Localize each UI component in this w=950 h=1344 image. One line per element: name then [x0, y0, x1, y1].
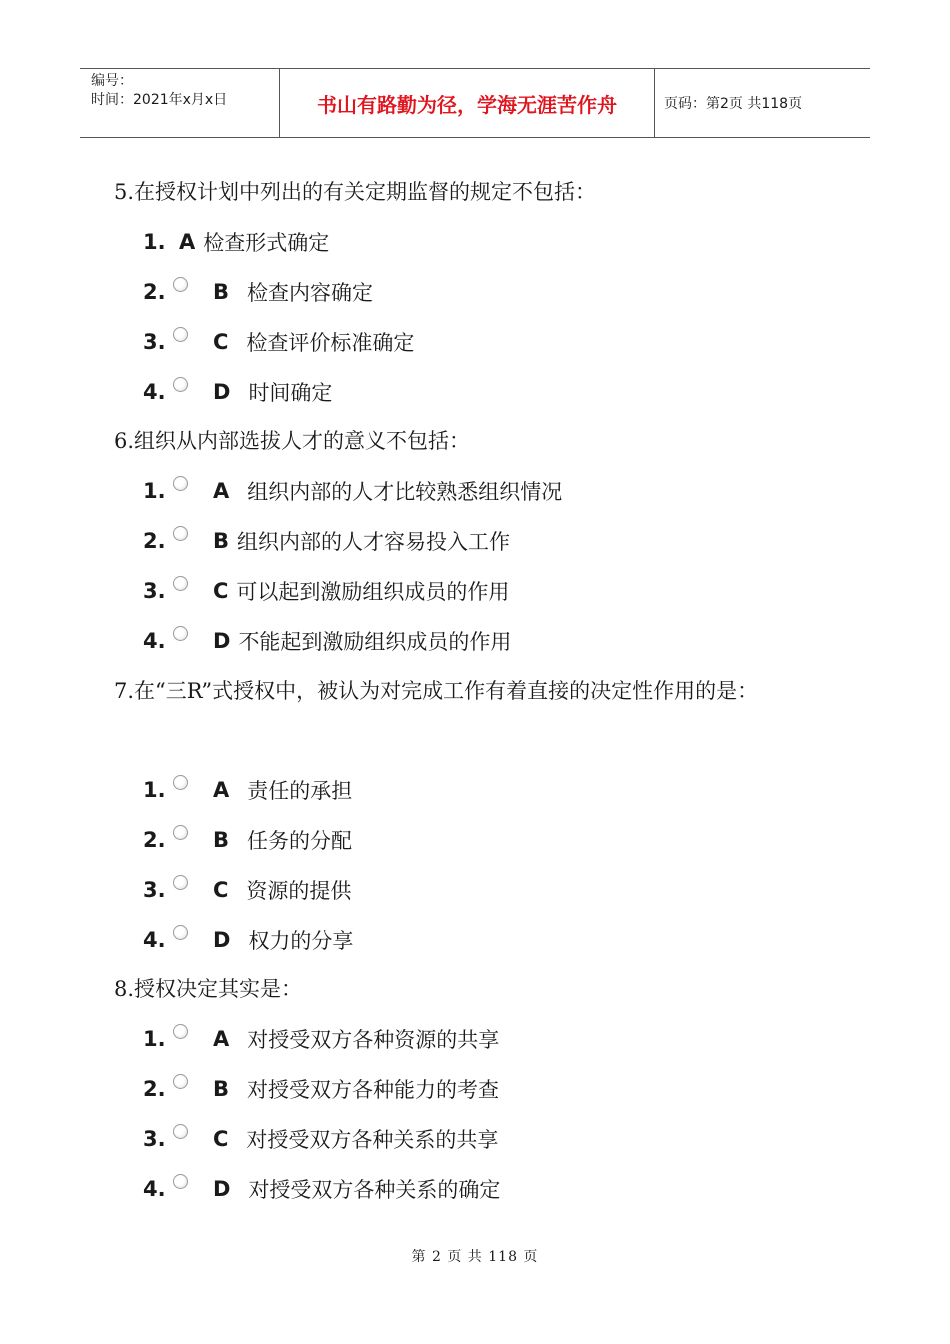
option-text: 检查形式确定	[203, 231, 330, 255]
question-5-option-c[interactable]	[143, 327, 414, 357]
question-7-option-d[interactable]	[143, 925, 353, 955]
radio-button-icon[interactable]	[173, 925, 188, 940]
radio-button-icon[interactable]	[173, 576, 188, 591]
option-letter: A	[213, 778, 230, 802]
radio-button-icon[interactable]	[173, 775, 188, 790]
question-7-option-a[interactable]	[143, 775, 352, 805]
option-number: 3.	[143, 330, 166, 354]
option-text: 对授受双方各种关系的共享	[246, 1128, 499, 1152]
option-text: 组织内部的人才比较熟悉组织情况	[247, 480, 563, 504]
option-letter: D	[213, 1177, 231, 1201]
option-text: 资源的提供	[246, 879, 352, 903]
question-6-title: 6.组织从内部选拔人才的意义不包括：	[114, 429, 471, 453]
question-5-option-d[interactable]	[143, 377, 332, 407]
question-7-title: 7.在“三R”式授权中，被认为对完成工作有着直接的决定性作用的是：	[114, 679, 759, 703]
option-text: 责任的承担	[247, 779, 353, 803]
question-6-option-b[interactable]	[143, 526, 510, 556]
option-number: 3.	[143, 1127, 166, 1151]
option-letter: A	[179, 230, 196, 254]
question-6-option-d[interactable]	[143, 626, 511, 656]
option-number: 2.	[143, 529, 166, 553]
radio-button-icon[interactable]	[173, 1024, 188, 1039]
radio-button-icon[interactable]	[173, 476, 188, 491]
option-letter: A	[213, 479, 230, 503]
option-letter: B	[213, 1077, 230, 1101]
option-letter: A	[213, 1027, 230, 1051]
radio-button-icon[interactable]	[173, 327, 188, 342]
question-6-option-c[interactable]	[143, 576, 509, 606]
option-number: 3.	[143, 878, 166, 902]
option-number: 4.	[143, 380, 166, 404]
option-text: 对授受双方各种关系的确定	[248, 1178, 501, 1202]
option-number: 2.	[143, 828, 166, 852]
serial-label: 编号：	[91, 73, 133, 89]
option-letter: D	[213, 629, 231, 653]
radio-button-icon[interactable]	[173, 875, 188, 890]
option-text: 权力的分享	[248, 929, 354, 953]
option-letter: C	[213, 330, 229, 354]
question-8-option-c[interactable]	[143, 1124, 498, 1154]
page-header	[80, 68, 870, 138]
question-5-title: 5.在授权计划中列出的有关定期监督的规定不包括：	[114, 180, 597, 204]
option-number: 1.	[143, 479, 166, 503]
option-letter: B	[213, 280, 230, 304]
option-letter: B	[213, 828, 230, 852]
option-text: 任务的分配	[247, 829, 353, 853]
radio-button-icon[interactable]	[173, 1174, 188, 1189]
option-text: 检查评价标准确定	[246, 331, 415, 355]
option-text: 组织内部的人才容易投入工作	[237, 530, 511, 554]
radio-button-icon[interactable]	[173, 626, 188, 641]
option-text: 不能起到激励组织成员的作用	[238, 630, 512, 654]
option-number: 1.	[143, 778, 166, 802]
option-letter: D	[213, 928, 231, 952]
option-number: 2.	[143, 1077, 166, 1101]
option-letter: C	[213, 878, 229, 902]
option-number: 1.	[143, 1027, 166, 1051]
option-number: 1.	[143, 230, 166, 254]
radio-button-icon[interactable]	[173, 277, 188, 292]
question-5-option-b[interactable]	[143, 277, 373, 307]
question-8-option-d[interactable]	[143, 1174, 500, 1204]
radio-button-icon[interactable]	[173, 1124, 188, 1139]
question-7-option-c[interactable]	[143, 875, 351, 905]
time-label: 时间：2021年x月x日	[91, 92, 228, 108]
option-text: 对授受双方各种能力的考查	[247, 1078, 500, 1102]
header-motto: 书山有路勤为径，学海无涯苦作舟	[280, 69, 655, 137]
option-text: 对授受双方各种资源的共享	[247, 1028, 500, 1052]
radio-button-icon[interactable]	[173, 526, 188, 541]
question-5-option-a[interactable]	[143, 227, 329, 257]
option-text: 时间确定	[248, 381, 333, 405]
option-number: 3.	[143, 579, 166, 603]
question-8-option-b[interactable]	[143, 1074, 499, 1104]
option-number: 4.	[143, 629, 166, 653]
option-number: 4.	[143, 928, 166, 952]
option-letter: B	[213, 529, 230, 553]
radio-button-icon[interactable]	[173, 825, 188, 840]
question-8-option-a[interactable]	[143, 1024, 499, 1054]
option-letter: C	[213, 1127, 229, 1151]
question-7-option-b[interactable]	[143, 825, 352, 855]
radio-button-icon[interactable]	[173, 1074, 188, 1089]
page-footer: 第 2 页 共 118 页	[411, 1249, 539, 1265]
option-text: 检查内容确定	[247, 281, 374, 305]
option-number: 4.	[143, 1177, 166, 1201]
question-8-title: 8.授权决定其实是：	[114, 977, 303, 1001]
option-text: 可以起到激励组织成员的作用	[236, 580, 510, 604]
option-letter: D	[213, 380, 231, 404]
header-page-label: 页码：第2页 共118页	[664, 96, 803, 112]
radio-button-icon[interactable]	[173, 377, 188, 392]
option-number: 2.	[143, 280, 166, 304]
question-6-option-a[interactable]	[143, 476, 562, 506]
option-letter: C	[213, 579, 229, 603]
header-meta	[80, 69, 280, 137]
